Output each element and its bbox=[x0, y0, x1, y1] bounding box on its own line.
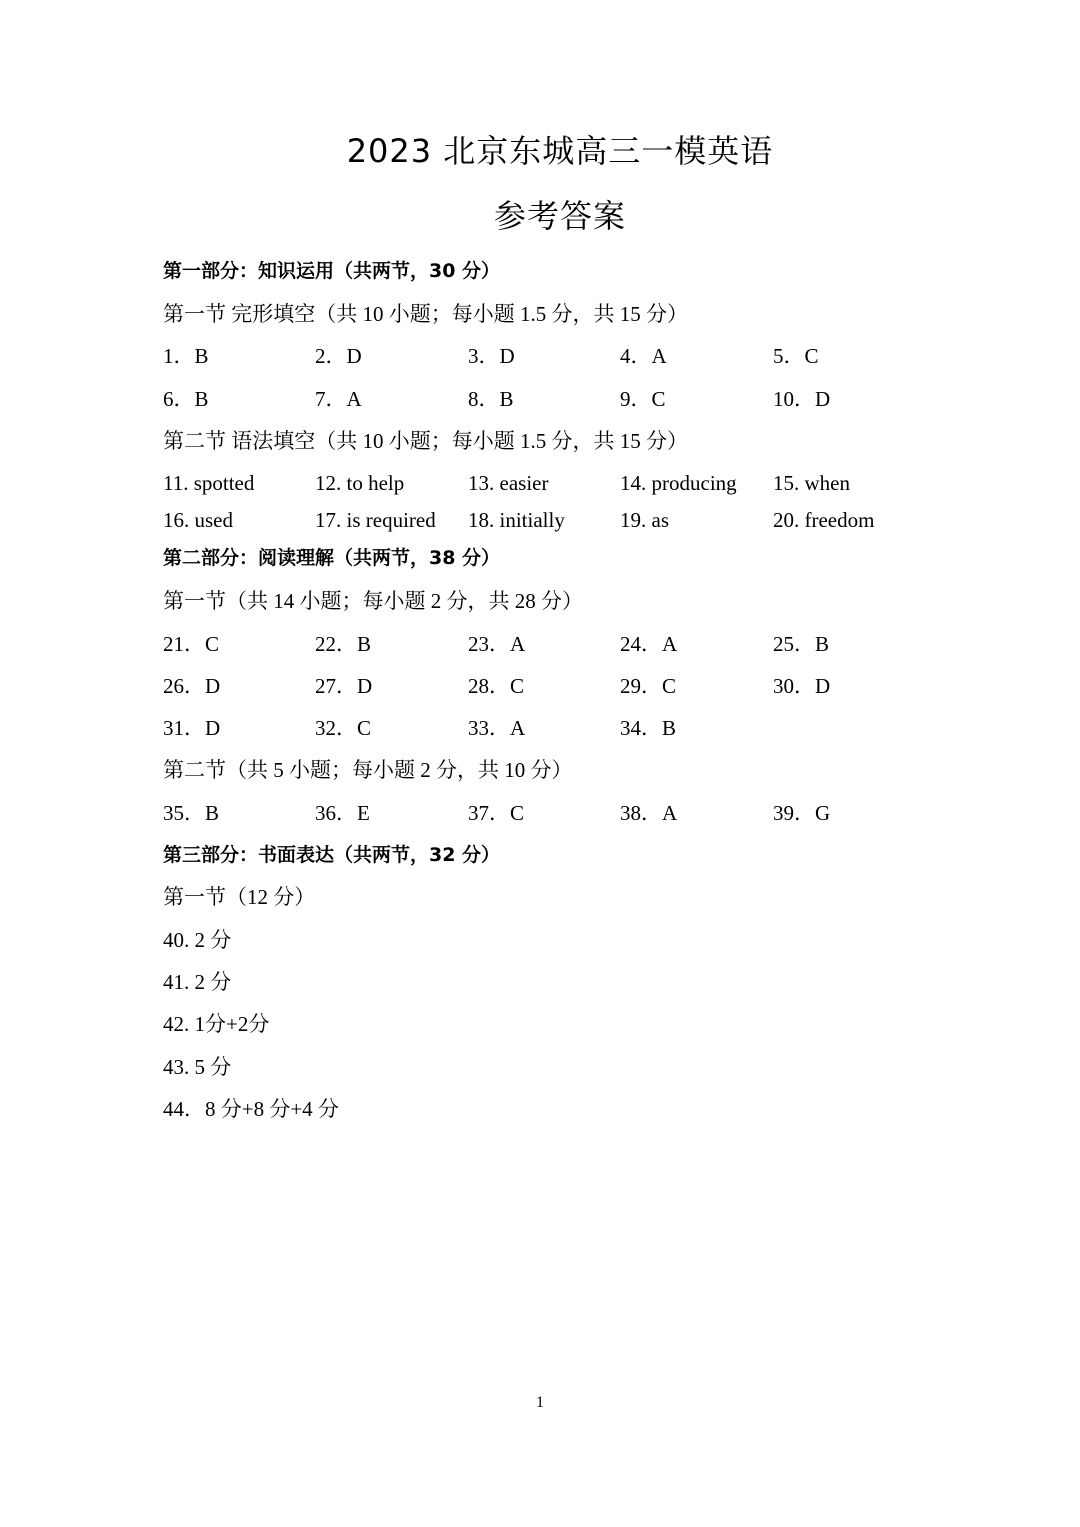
answer-item: 29．C bbox=[620, 674, 677, 698]
answer-item: 27．D bbox=[315, 674, 373, 698]
answer-item: 4．A bbox=[620, 344, 667, 368]
answer-item: 6．B bbox=[163, 387, 209, 411]
score-item: 42. 1分+2分 bbox=[163, 1012, 270, 1036]
score-item: 41. 2 分 bbox=[163, 970, 232, 994]
answer-row bbox=[163, 506, 963, 534]
answer-row bbox=[163, 714, 963, 742]
answer-item: 2．D bbox=[315, 344, 362, 368]
answer-item: 3．D bbox=[468, 344, 515, 368]
score-item: 44．8 分+8 分+4 分 bbox=[163, 1097, 339, 1121]
answer-item: 28．C bbox=[468, 674, 525, 698]
answer-item: 20. freedom bbox=[773, 508, 875, 532]
answer-item: 13. easier bbox=[468, 471, 549, 495]
answer-item: 25．B bbox=[773, 632, 830, 656]
part2-section2-label: 第二节（共 5 小题；每小题 2 分，共 10 分） bbox=[163, 758, 573, 782]
answer-item: 38．A bbox=[620, 801, 678, 825]
answer-item: 26．D bbox=[163, 674, 221, 698]
answer-item: 19. as bbox=[620, 508, 669, 532]
answer-item: 1．B bbox=[163, 344, 209, 368]
answer-item: 7．A bbox=[315, 387, 362, 411]
answer-item: 9．C bbox=[620, 387, 666, 411]
answer-item: 31．D bbox=[163, 716, 221, 740]
part2-section1-label: 第一节（共 14 小题；每小题 2 分，共 28 分） bbox=[163, 589, 583, 613]
page-number: 1 bbox=[536, 1394, 544, 1411]
answer-item: 32．C bbox=[315, 716, 372, 740]
answer-item: 22．B bbox=[315, 632, 372, 656]
answer-item: 35．B bbox=[163, 801, 220, 825]
answer-item: 33．A bbox=[468, 716, 526, 740]
part3-heading: 第三部分：书面表达（共两节，32 分） bbox=[163, 844, 501, 866]
answer-row bbox=[163, 469, 963, 497]
answer-item: 23．A bbox=[468, 632, 526, 656]
answer-item: 12. to help bbox=[315, 471, 405, 495]
answer-item: 14. producing bbox=[620, 471, 737, 495]
answer-row bbox=[163, 385, 963, 413]
part1-section1-label: 第一节 完形填空（共 10 小题；每小题 1.5 分，共 15 分） bbox=[163, 302, 688, 326]
document-subtitle: 参考答案 bbox=[493, 197, 626, 235]
answer-item: 36．E bbox=[315, 801, 370, 825]
answer-item: 17. is required bbox=[315, 508, 436, 532]
answer-item: 39．G bbox=[773, 801, 831, 825]
answer-item: 11. spotted bbox=[163, 471, 255, 495]
answer-item: 8．B bbox=[468, 387, 514, 411]
answer-item: 24．A bbox=[620, 632, 678, 656]
answer-item: 30．D bbox=[773, 674, 831, 698]
answer-item: 18. initially bbox=[468, 508, 565, 532]
answer-row bbox=[163, 342, 963, 370]
answer-item: 5．C bbox=[773, 344, 819, 368]
score-item: 40. 2 分 bbox=[163, 928, 232, 952]
part1-section2-label: 第二节 语法填空（共 10 小题；每小题 1.5 分，共 15 分） bbox=[163, 429, 688, 453]
part1-heading: 第一部分：知识运用（共两节，30 分） bbox=[163, 260, 501, 282]
answer-item: 10．D bbox=[773, 387, 831, 411]
answer-item: 37．C bbox=[468, 801, 525, 825]
part3-section1-label: 第一节（12 分） bbox=[163, 885, 316, 909]
answer-row bbox=[163, 799, 963, 827]
score-item: 43. 5 分 bbox=[163, 1055, 232, 1079]
answer-row bbox=[163, 672, 963, 700]
document-title: 2023 北京东城高三一模英语 bbox=[346, 132, 774, 170]
part2-heading: 第二部分：阅读理解（共两节，38 分） bbox=[163, 547, 501, 569]
answer-item: 16. used bbox=[163, 508, 233, 532]
answer-item: 34．B bbox=[620, 716, 677, 740]
answer-item: 21．C bbox=[163, 632, 220, 656]
answer-row bbox=[163, 630, 963, 658]
answer-item: 15. when bbox=[773, 471, 850, 495]
